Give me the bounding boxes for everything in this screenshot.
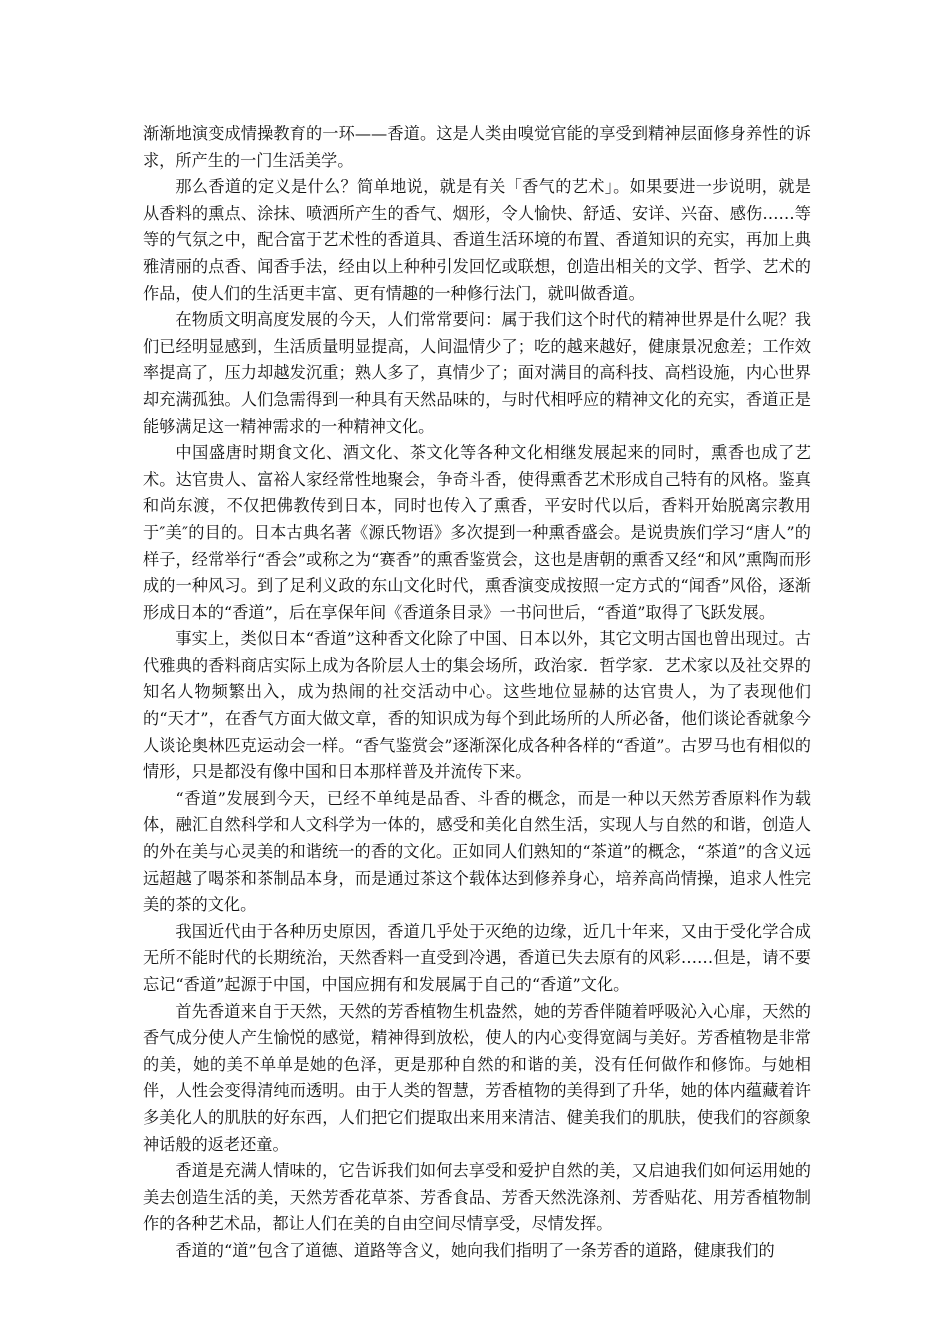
document-body [143,121,811,1265]
paragraph: 首先香道来自于天然，天然的芳香植物生机盎然，她的芳香伴随着呼吸沁入心扉，天然的香气成分使人产生愉悦的感觉，精神得到放松，使人的内心变得宽阔与美好。芳香植物是非常的美，她的美不单单是她的色泽，更是那种自然的和谐的美，没有任何做作和修饰。与她相伴，人性会变得清纯而透明。由于人类的智慧，芳香植物的美得到了升华，她的体内蕴藏着许多美化人的肌肤的好东西，人们把它们提取出来用来清洁、健美我们的肌肤，使我们的容颜象神话般的返老还童。 [143,1001,811,1154]
paragraph: 香道的“道”包含了道德、道路等含义，她向我们指明了一条芳香的道路，健康我们的 [175,1240,775,1260]
paragraph: 中国盛唐时期食文化、酒文化、茶文化等各种文化相继发展起来的同时，熏香也成了艺术。达官贵人、富裕人家经常性地聚会，争奇斗香，使得熏香艺术形成自己特有的风格。鉴真和尚东渡，不仅把佛教传到日本，同时也传入了熏香，平安时代以后，香料开始脱离宗教用于″美″的目的。日本古典名著《源氏物语》多次提到一种熏香盛会。是说贵族们学习“唐人”的样子，经常举行“香会”或称之为“赛香”的熏香鉴赏会，这也是唐朝的熏香又经“和风”熏陶而形成的一种风习。到了足利义政的东山文化时代，熏香演变成按照一定方式的“闻香”风俗，逐渐形成日本的“香道”，后在享保年间《香道条目录》一书问世后，“香道”取得了飞跃发展。 [143,443,811,622]
paragraph: 在物质文明高度发展的今天，人们常常要问：属于我们这个时代的精神世界是什么呢？我们已经明显感到，生活质量明显提高，人间温情少了；吃的越来越好，健康景况愈差；工作效率提高了，压力却越发沉重；熟人多了，真情少了；面对满目的高科技、高档设施，内心世界却充满孤独。人们急需得到一种具有天然品味的，与时代相呼应的精神文化的充实，香道正是能够满足这一精神需求的一种精神文化。 [143,310,811,436]
paragraph: 事实上，类似日本“香道”这种香文化除了中国、日本以外，其它文明古国也曾出现过。古代雅典的香料商店实际上成为各阶层人士的集会场所，政治家．哲学家．艺术家以及社交界的知名人物频繁出入，成为热闹的社交活动中心。这些地位显赫的达官贵人，为了表现他们的“天才”，在香气方面大做文章，香的知识成为每个到此场所的人所必备，他们谈论香就象今人谈论奥林匹克运动会一样。“香气鉴赏会”逐渐深化成各种各样的“香道”。古罗马也有相似的情形，只是都没有像中国和日本那样普及并流传下来。 [143,629,811,782]
paragraph: 渐渐地演变成情操教育的一环——香道。这是人类由嗅觉官能的享受到精神层面修身养性的诉求，所产生的一门生活美学。 [143,124,811,170]
paragraph: “香道”发展到今天，已经不单纯是品香、斗香的概念，而是一种以天然芳香原料作为载体，融汇自然科学和人文科学为一体的，感受和美化自然生活，实现人与自然的和谐，创造人的外在美与心灵美的和谐统一的香的文化。正如同人们熟知的“茶道”的概念，“茶道”的含义远远超越了喝茶和茶制品本身，而是通过茶这个载体达到修养身心，培养高尚情操，追求人性完美的茶的文化。 [143,788,811,915]
paragraph: 那么香道的定义是什么？简单地说，就是有关「香气的艺术」。如果要进一步说明，就是从香料的熏点、涂抹、喷洒所产生的香气、烟形，令人愉快、舒适、安详、兴奋、感伤……等等的气氛之中，配合富于艺术性的香道具、香道生活环境的布置、香道知识的充实，再加上典雅清丽的点香、闻香手法，经由以上种种引发回忆或联想，创造出相关的文学、哲学、艺术的作品，使人们的生活更丰富、更有情趣的一种修行法门，就叫做香道。 [143,177,811,303]
paragraph: 香道是充满人情味的，它告诉我们如何去享受和爱护自然的美，又启迪我们如何运用她的美去创造生活的美，天然芳香花草茶、芳香食品、芳香天然洗涤剂、芳香贴花、用芳香植物制作的各种艺术品，都让人们在美的自由空间尽情享受，尽情发挥。 [143,1161,811,1234]
paragraph: 我国近代由于各种历史原因，香道几乎处于灭绝的边缘，近几十年来，又由于受化学合成无所不能时代的长期统治，天然香料一直受到冷遇，香道已失去原有的风彩……但是，请不要忘记“香道”起源于中国，中国应拥有和发展属于自己的“香道”文化。 [143,921,811,994]
